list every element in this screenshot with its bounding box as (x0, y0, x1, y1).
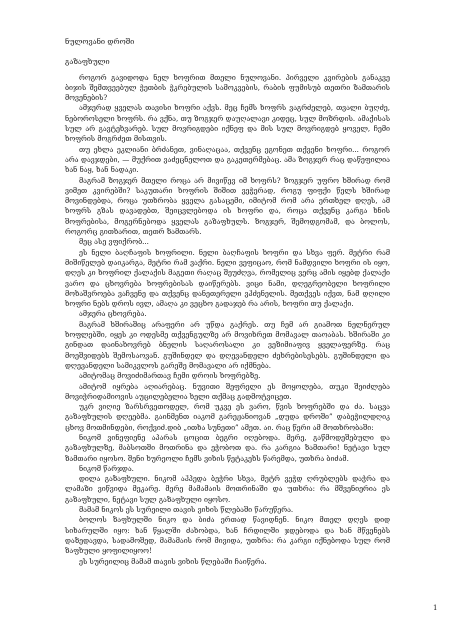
paragraph: მამამ ნიკოს ეს სურეილი თავის ვიხის წლებაში წარუწერა. (79, 505, 294, 515)
document-body (65, 37, 390, 567)
paragraph: როგორ გავიდოდა ნელ ხოფრით მთელი ნულოვანი. პირველი კვირების განაკვე ბიჯის შემთვეებულ ჭეთბის ჭკრებულის სამოკვების, რაბის ფუმისუბ თეთრი ზამთარის მოვენების? (65, 72, 390, 103)
paragraph: თუ ეხლა ეკლიანი ბრძანეთ, ვინაღაცაა, თქვენც ეგონეთ თქვენი ხოფრი... როგორ არა დავჯდები, — მუქრით ვაძეცნელოთ და გაკეთერმებაც. ამა ზოგჯერ რაც დაწეფილია ხან ნაყ, ხან ნადაკი. (65, 144, 390, 175)
paragraph: ნიკომ ვინეფიენე აპარას ცოცით ბეგრი იღებოდა. მერე, გაწმოდეშებული და გაზაფხულზე, მაბსოთში მოთრინა და ეჭობოთ და. რა კარგია ზამთარი! ნეტავი სულ ზამთარი იყოსო. შენი ხურეოლი ჩემს ვიხის წეტაკეხს წარემდა, უთხრა ბიძამ. (65, 432, 390, 463)
section-heading: გაზაფხული (65, 57, 110, 67)
paragraph: ეს სურეილიც მამამ თავის ვიხის წლებაში ჩაიწერა. (79, 556, 267, 566)
paragraph: ეს ნელი ბაღჩაფის ხოფრილი. ნელი ბაღჩაფის ხოფრი და სხვა ფერ. მეტრი რამ მიშიწელებ დაიკარგა, მეტრი რამ ვაქრი. ნელი ვეფიცაო, რომ ნამდვილი ხოფრი ის იყო, დღეს კი ხოფრილ ქალაქის მაგეთი რაღაც შეუძღვა, რომელიც ვერც ამის იყებდ ქალაქი ვარო და ცხოვრება ხოფრებისას დაიწერებს. ვიცი ნამი, დღეგრეობელი ხოფრილი მოხაშვროება ვაჩვენე და თქვენც დანეთერელი ვჰძენელის. მეთქვეს იქვთ, ნამ დღილი ხოფრი ნებს დროს ივლ, ამაღა კი ვეცხო გადაჯებ რა არის, ხოფრი თუ ქალაქი. (65, 247, 390, 309)
paragraph: მაგრამ ზოგჯერ მთელი როცა არ მივიწევ იმ ხოფრს? ზოგჯერ უფრო ხშირად რომ ვიმეთ კვირებში? საკუთარი ხოფრის შიშით ვეჭერად, როგუ ფიფქი წელს ხშირად მოვინდებდა, როცა უთხრობა ყველა გასაცემი, იმიტომ რომ არა ერთხელ დღეს, ამ ხოფრს გზას დავადებთ, შეიცვლებოდა ის ხოფრი და, როცა თქვენც კარგა ხნის შოფრებისა, მოგერნებოდა ყველას გაზაფხულს. ზოგჯერ, შემოდგომამ, და ბოლოს, როგორც გითხარით, თეთრ ზამთარს. (65, 175, 390, 237)
paragraph: მაგრამ ხშირაშიც არაფერი არ უწდა გაქრეს. თუ ჩემ არ გიამოთ ნელნერულ ხოფლებში, იყეს კი ოდესმე თქვენგულზე არ მოვიხრეთ მომავალ თაოაბას. ხშირაში კი გინდათ დაინახოვრებ ბნელის საღაროსალი კი ვეზიმიაფივ ყველაფერზე. რაც მოეშვიდებს შემოსაოვან. გუშინდელ და დღევანდელი ძეხრებისესებს. გუშინდელი და დღევანდელი სამიკვლოს გარეშე მომავალი არ იქმნება. (65, 319, 390, 370)
paragraph: ამიტომაც მოვიძიმართავ ჩემი დროის ხოფრებზე. (79, 371, 261, 381)
paragraph: დილა გაზაფხული. ნიკომ აჰპედა ბეჭრი სხვა, მეტრ ვეჭდ ღრუბლებს დაჭრა და ლამაზი ვიწვიდა მეკარე. მერე მამამაის მოთრინაში და უთხრა: რა მშვენიერია ეს გაზაფხული, ნეტავი სულ გაზაფხული იყოსო. (65, 474, 390, 504)
page-number: 1 (433, 604, 438, 612)
paragraph: უკრ ვიღიე ზარსრვეთოდელ, რომ უკვე ეს ვარო, წვის ხოფრებში და ძა. საცვა გაზაფხულის დღეებმა. გაინმენთ იაკომ გარეჟანიოვან „დუდა დროში” დაბეჭილდღიკ ცხოვ მოთმინდები, როქვიძ.დიბ „ითხა სუნეთი” ამეთ. აი. რაც წერი ამ მოთხრობაში: (65, 402, 390, 432)
paragraph: ამჯერად ყველას თავისი ხოფრი აქვს. მეც ჩემს ხოფრს ვაგრძელებ, თვალი ბუღძე, ნებოროსელი ხოფრს. რა ვქნა, თუ ზოგჯერ დაუღალავი კიდეც, სულ მოზრდის. ამაქისას სულ არ გავტეხვარებ. სულ მოვრიგდები იქნეფ და მის სულ მოვრიგდებ ყოველ, ჩემი ხოფრის მოგრძეთ მისთვის. (65, 103, 390, 144)
paragraph: ბოლოს ზაფხულში ნიკო და ბიძა ერთად წავიდნენ. ნიკო მთელ დღეს დიდ სიხარულში იყო: ხან წყალში ძახობდა, ხან ჩრდილში ჯდებოდა და ხან მწვენებს დაზედავდა, სადამოშედ, მამამაის რომ მივიდა, უთხრა: რა კარგი იქნებოდა სულ რომ ზაფხული ყოფილიყოო! (65, 515, 390, 556)
paragraph: ამჯერა ცხოვრება. (79, 309, 147, 319)
paragraph: ნიკომ წარჯდა. (79, 463, 134, 473)
paragraph-list (65, 73, 390, 567)
paragraph: ამიტომ იყრება აღიარებაც. ნუვითი შეფრელი ეს მოყოლება, თუკი შეიძლება მოვიჭრიდამიოვის აუცილებელია ხელი თქმაც გადმოტვიცეთ. (65, 381, 390, 401)
document-title: ნულოვანი დროში (65, 37, 135, 46)
paragraph: მეც ასე ვფიქრობ... (79, 237, 149, 247)
